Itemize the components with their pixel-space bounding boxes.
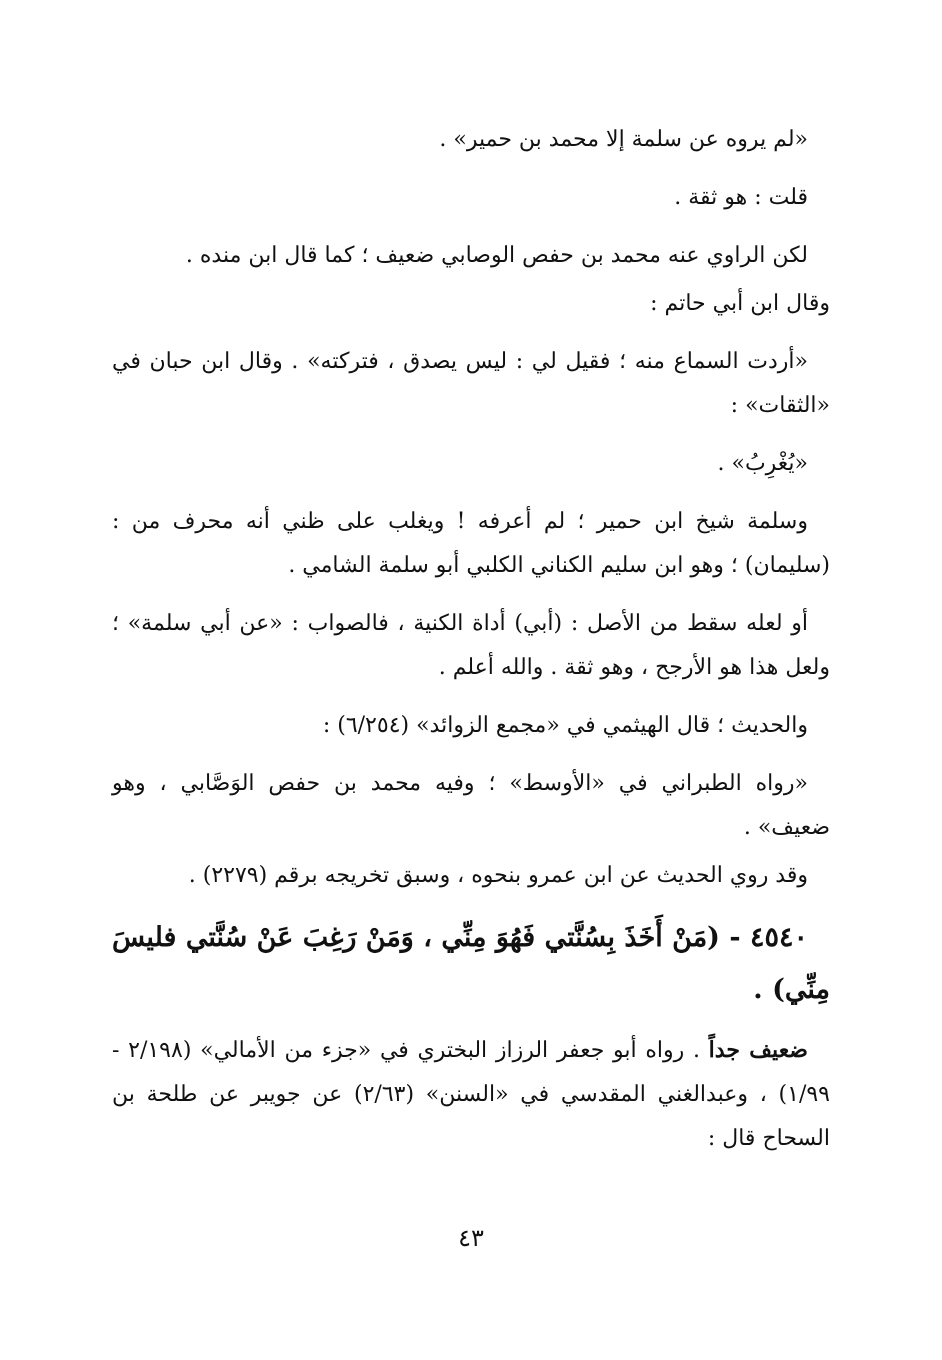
- grade-label: ضعيف جداً: [708, 1037, 808, 1063]
- main-text: [112, 118, 830, 1175]
- paragraph-haythami: والحديث ؛ قال الهيثمي في «مجمع الزوائد» (٦/٢٥٤) :: [322, 713, 808, 738]
- hadith-heading: ٤٥٤٠ - (مَنْ أَخَذَ بِسُنَّتي فَهُوَ مِنِّي ، وَمَنْ رَغِبَ عَنْ سُنَّتي فليسَ مِنِّي) .: [112, 922, 830, 1005]
- page-number: ٤٣: [458, 1224, 484, 1252]
- paragraph-abi-hatim: وقال ابن أبي حاتم :: [650, 291, 830, 316]
- paragraph-salama: وسلمة شيخ ابن حمير ؛ لم أعرفه ! ويغلب على ظني أنه محرف من : (سليمان) ؛ وهو ابن سليم الكناني الكلبي أبو سلمة الشامي .: [112, 509, 830, 578]
- paragraph-ibn-amr: وقد روي الحديث عن ابن عمرو بنحوه ، وسبق تخريجه برقم (٢٢٧٩) .: [188, 863, 808, 888]
- paragraph-abi-salama: أو لعله سقط من الأصل : (أبي) أداة الكنية ، فالصواب : «عن أبي سلمة» ؛ ولعل هذا هو الأرجح ، وهو ثقة . والله أعلم .: [112, 611, 830, 680]
- paragraph-yughrib: «يُغْرِبُ» .: [717, 451, 808, 476]
- paragraph-quote-ibn-hibban: «أردت السماع منه ؛ فقيل لي : ليس يصدق ، فتركته» . وقال ابن حبان في «الثقات» :: [112, 349, 830, 418]
- paragraph-tabarani: «رواه الطبراني في «الأوسط» ؛ وفيه محمد بن حفص الوَصَّابي ، وهو ضعيف» .: [112, 771, 830, 840]
- takhrij-text: . رواه أبو جعفر الرزاز البختري في «جزء من الأمالي» (٢/١٩٨ - ١/٩٩) ، وعبدالغني المقدسي في «السنن» (٢/٦٣) عن جويبر عن طلحة بن السحاح قال :: [112, 1038, 831, 1151]
- paragraph-quote-narration: «لم يروه عن سلمة إلا محمد بن حمير» .: [439, 127, 808, 152]
- paragraph-verdict: قلت : هو ثقة .: [674, 185, 808, 210]
- paragraph-takhrij: [112, 1028, 830, 1161]
- paragraph-narrator-weak: لكن الراوي عنه محمد بن حفص الوصابي ضعيف ؛ كما قال ابن منده .: [185, 243, 808, 268]
